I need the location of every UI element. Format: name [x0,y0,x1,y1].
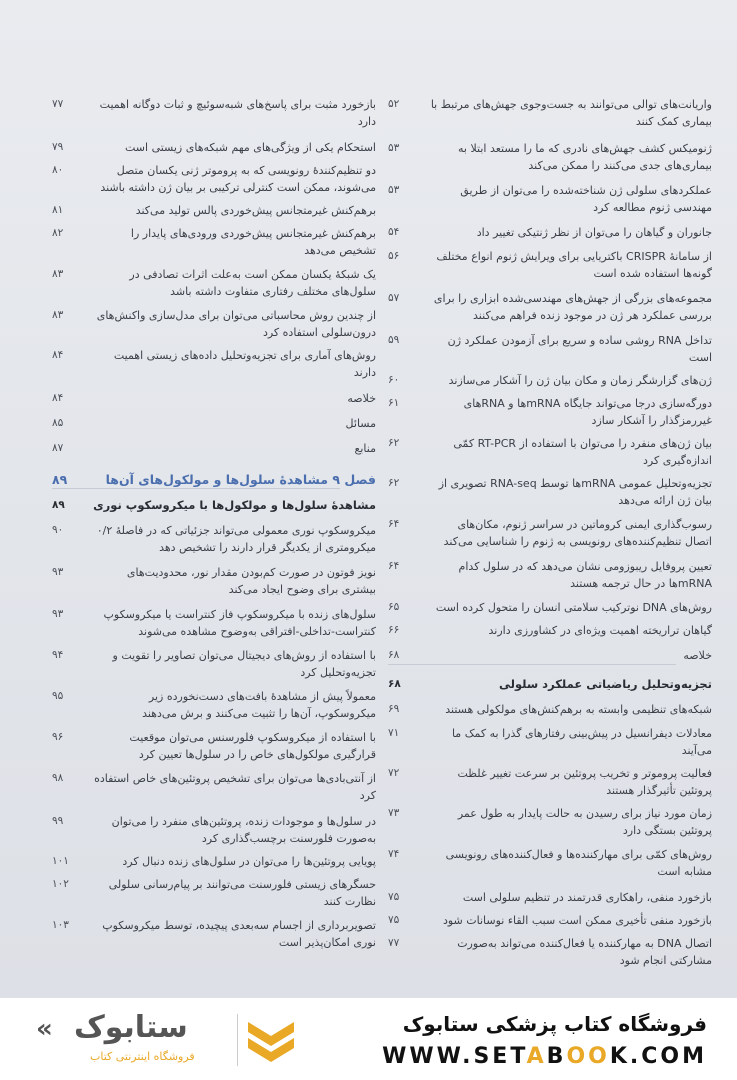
toc-page-number: ۱۰۱ [52,855,69,867]
toc-entry-title: یک شبکهٔ یکسان ممکن است به‌علت اثرات تصادفی در سلول‌های مختلف رفتاری متفاوت داشته باشد [129,268,376,298]
toc-entry-title: خلاصه [347,392,376,405]
toc-entry-title: استحکام یکی از ویژگی‌های مهم شبکه‌های زیستی است [125,141,376,154]
toc-page-number: ۷۳ [388,807,400,819]
logo-subtitle: فروشگاه اینترنتی کتاب [90,1050,195,1063]
toc-page-number: ۵۶ [388,250,400,262]
toc-entry [388,182,716,216]
toc-entry [52,307,380,341]
toc-entry-title: با استفاده از میکروسکوپ فلورسنس می‌توان موقعیت قرارگیری مولکول‌های خاص را در سلول‌ها تعیین کرد [129,731,376,761]
toc-entry-title: تعیین پروفایل ریبوزومی نشان می‌دهد که در سلول کدام mRNAها در حال ترجمه هستند [458,560,712,590]
toc-page-number: ۶۸ [388,649,400,661]
toc-page-number: ۸۹ [52,499,65,511]
toc-entry [388,765,716,799]
toc-page-number: ۸۳ [52,268,64,280]
toc-entry-title: واریانت‌های توالی می‌توانند به جست‌وجوی جهش‌های مرتبط با بیماری کمک کنند [430,98,712,128]
toc-entry [52,853,380,870]
toc-entry-title: بازخورد منفی، راهکاری قدرتمند در تنظیم سلولی است [462,891,712,904]
toc-entry-title: روش‌های آماری برای تجزیه‌وتحلیل داده‌های زیستی اهمیت دارند [113,349,376,379]
toc-page-number: ۶۲ [388,437,400,449]
toc-entry [52,202,380,219]
toc-page-number: ۹۵ [52,690,64,702]
toc-entry [388,332,716,366]
toc-entry [388,475,716,509]
toc-entry-title: از سامانهٔ CRISPR باکتریایی برای ویرایش ژنوم انواع مختلف گونه‌ها استفاده شده است [436,250,712,280]
toc-entry-title: زمان مورد نیاز برای رسیدن به حالت پایدار به طول عمر پروتئین بستگی دارد [457,807,712,837]
toc-entry [52,813,380,847]
toc-entry [52,606,380,640]
toc-entry-title: شبکه‌های تنظیمی وابسته به برهم‌کنش‌های مولکولی هستند [445,703,712,716]
toc-entry-title: حسگرهای زیستی فلورسنت می‌توانند بر پیام‌رسانی سلولی نظارت کنند [108,878,376,908]
toc-page-number: ۸۴ [52,392,64,404]
toc-entry [52,522,380,556]
toc-entry-title: مسائل [345,417,376,430]
toc-page-number: ۸۴ [52,349,64,361]
toc-entry [388,701,716,718]
toc-page-number: ۷۷ [388,937,400,949]
toc-page-number: ۵۷ [388,292,400,304]
toc-page-number: ۹۴ [52,649,64,661]
toc-page-number: ۶۴ [388,560,400,572]
toc-entry [388,395,716,429]
toc-entry-title: سلول‌های زنده با میکروسکوپ فاز کنتراست یا میکروسکوپ کنتراست-تداخلی-افتراقی به‌وضوح مشاهده می‌شوند [103,608,376,638]
toc-entry [388,622,716,639]
toc-section-entry [52,497,380,514]
toc-entry-title: نویز فوتون در صورت کم‌بودن مقدار نور، محدودیت‌های بیشتری برای وضوح ایجاد می‌کند [126,566,376,596]
toc-page-number: ۵۴ [388,226,400,238]
toc-entry [52,440,380,457]
toc-entry [52,647,380,681]
toc-page-number: ۵۳ [388,142,400,154]
toc-entry [52,729,380,763]
toc-page-number: ۸۷ [52,442,64,454]
toc-entry-title: برهم‌کنش غیرمتجانس پیش‌خوردی ورودی‌های پایدار را تشخیص می‌دهد [130,227,376,257]
toc-entry-title: رسوب‌گذاری ایمنی کروماتین در سراسر ژنوم، مکان‌های اتصال تنظیم‌کننده‌های رونویسی به ژنوم را شناسایی می‌کند [443,518,712,548]
shop-url[interactable]: WWW.SETABOOK.COM [382,1044,707,1069]
toc-entry-title: تجزیه‌وتحلیل ریاضیاتی عملکرد سلولی [499,677,712,691]
toc-entry-title: تداخل RNA روشی ساده و سریع برای آزمودن عملکرد ژن است [447,334,712,364]
toc-section-entry [388,676,716,693]
toc-page-number: ۸۲ [52,227,64,239]
toc-entry [388,558,716,592]
toc-entry [388,725,716,759]
toc-entry [388,846,716,880]
toc-entry-title: اتصال DNA به مهارکننده یا فعال‌کننده می‌تواند به‌صورت مشارکتی انجام شود [457,937,712,967]
toc-entry [52,415,380,432]
toc-page-number: ۶۸ [388,678,401,690]
toc-page-number: ۶۵ [388,601,400,613]
watermark-footer [0,998,737,1080]
toc-entry-title: از آنتی‌بادی‌ها می‌توان برای تشخیص پروتئین‌های خاص استفاده کرد [94,772,376,802]
toc-page-number: ۷۱ [388,727,400,739]
toc-page-number: ۹۶ [52,731,64,743]
toc-entry-title: معادلات دیفرانسیل در پیش‌بینی رفتارهای گذرا به کمک ما می‌آیند [451,727,712,757]
toc-page-number: ۷۵ [388,914,400,926]
toc-entry-title: برهم‌کنش غیرمتجانس پیش‌خوردی پالس تولید می‌کند [135,204,376,217]
toc-entry-title: روش‌های DNA نوترکیب سلامتی انسان را متحول کرده است [435,601,712,614]
toc-entry [52,770,380,804]
toc-entry [52,564,380,598]
toc-page-number: ۹۰ [52,524,64,536]
toc-entry-title: میکروسکوپ نوری معمولی می‌تواند جزئیاتی که در فاصلهٔ ۰/۲ میکرومتری از یکدیگر قرار دارند را تشخیص دهد [96,524,376,554]
toc-entry [388,912,716,929]
toc-entry-title: مشاهدهٔ سلول‌ها و مولکول‌ها با میکروسکوپ نوری [93,498,376,512]
toc-page-number: ۶۰ [388,374,400,386]
toc-entry-title: در سلول‌ها و موجودات زنده، پروتئین‌های منفرد را می‌توان به‌صورت فلورسنت برچسب‌گذاری کرد [111,815,376,845]
shop-name: فروشگاه کتاب پزشکی ستابوک [402,1012,707,1036]
toc-entry [52,390,380,407]
toc-page-number: ۷۹ [52,141,64,153]
toc-page-number: ۸۰ [52,164,64,176]
toc-page-number: ۸۱ [52,204,64,216]
toc-entry [388,935,716,969]
toc-page-number: ۵۲ [388,98,400,110]
toc-page-number: ۶۴ [388,518,400,530]
toc-left-column [52,96,380,951]
toc-entry-title: ژنومیکس کشف جهش‌های نادری که ما را مستعد ابتلا به بیماری‌های جدی می‌کنند را ممکن می‌کند [458,142,712,172]
toc-entry-title: مجموعه‌های بزرگی از جهش‌های مهندسی‌شده ابزاری را برای بررسی عملکرد هر ژن در موجود زنده فراهم می‌کنند [433,292,712,322]
toc-entry-title: ژن‌های گزارشگر زمان و مکان بیان ژن را آشکار می‌سازند [448,374,712,387]
toc-page-number: ۸۵ [52,417,64,429]
toc-entry-title: فعالیت پروموتر و تخریب پروتئین بر سرعت تغییر غلظت پروتئین تأثیرگذار هستند [457,767,712,797]
toc-entry [388,647,716,664]
toc-page-number: ۵۳ [388,184,400,196]
toc-chapter-entry [52,471,380,488]
toc-page-number: ۸۳ [52,309,64,321]
toc-page-number: ۹۹ [52,815,64,827]
logo-text: ستابوک [74,1010,188,1045]
toc-entry-title: خلاصه [683,649,712,662]
toc-page-number: ۶۹ [388,703,400,715]
toc-page-number: ۵۹ [388,334,400,346]
toc-entry [388,516,716,550]
toc-right-column [388,96,716,969]
toc-entry-title: بیان ژن‌های منفرد را می‌توان با استفاده از RT-PCR کمّی اندازه‌گیری کرد [453,437,712,467]
toc-entry [388,435,716,469]
toc-entry [388,224,716,241]
logo-chevron-icon [248,1016,294,1064]
toc-page-number: ۷۴ [388,848,400,860]
toc-page-number: ۷۵ [388,891,400,903]
toc-entry-title: بازخورد منفی تأخیری ممکن است سبب القاء نوسانات شود [442,914,712,927]
toc-entry [52,876,380,910]
toc-entry-title: عملکردهای سلولی ژن شناخته‌شده را می‌توان از طریق مهندسی ژنوم مطالعه کرد [460,184,712,214]
toc-page-number: ۹۸ [52,772,64,784]
toc-entry [52,688,380,722]
toc-entry-title: جانوران و گیاهان را می‌توان از نظر ژنتیکی تغییر داد [476,226,712,239]
section-divider [388,664,676,665]
toc-page-number: ۶۶ [388,624,400,636]
toc-entry [52,139,380,156]
toc-entry-title: فصل ۹ مشاهدهٔ سلول‌ها و مولکول‌های آن‌ها [105,472,376,487]
toc-entry-title: بازخورد مثبت برای پاسخ‌های شبه‌سوئیچ و ثبات دوگانه اهمیت دارد [99,98,376,128]
toc-entry [388,96,716,130]
toc-entry-title: معمولاً پیش از مشاهدهٔ بافت‌های دست‌نخورده زیر میکروسکوپ، آن‌ها را تثبیت می‌کنند و برش می‌دهند [142,690,376,720]
toc-entry-title: روش‌های کمّی برای مهارکننده‌ها و فعال‌کننده‌های رونویسی مشابه است [445,848,712,878]
toc-entry [388,248,716,282]
toc-entry-title: تجزیه‌وتحلیل عمومی mRNAها توسط RNA-seq تصویری از بیان ژن ارائه می‌دهد [438,477,712,507]
toc-page-number: ۸۹ [52,472,68,487]
toc-entry [388,140,716,174]
toc-entry [388,805,716,839]
toc-entry [52,266,380,300]
logo-divider [237,1014,238,1066]
toc-page-number: ۱۰۳ [52,919,69,931]
toc-entry [52,96,380,130]
toc-entry-title: دورگه‌سازی درجا می‌تواند جایگاه mRNAها و RNAهای غیررمزگذار را آشکار سازد [463,397,712,427]
toc-entry [52,162,380,196]
section-divider [52,488,340,489]
toc-page-number: ۶۲ [388,477,400,489]
toc-entry [388,599,716,616]
toc-entry [52,347,380,381]
toc-entry-title: منابع [354,442,376,455]
toc-page-number: ۷۷ [52,98,64,110]
toc-entry-title: پویایی پروتئین‌ها را می‌توان در سلول‌های زنده دنبال کرد [122,855,376,868]
toc-entry-title: گیاهان تراریخته اهمیت ویژه‌ای در کشاورزی دارند [488,624,712,637]
toc-page-number: ۷۲ [388,767,400,779]
toc-entry [388,290,716,324]
setabook-logo [32,1010,302,1070]
logo-arrows-icon: « [36,1014,53,1044]
toc-entry [388,889,716,906]
toc-entry-title: با استفاده از روش‌های دیجیتال می‌توان تصاویر را تقویت و تجزیه‌وتحلیل کرد [112,649,376,679]
toc-page-number: ۱۰۲ [52,878,69,890]
toc-entry [388,372,716,389]
toc-page-number: ۹۳ [52,608,64,620]
toc-page-number: ۹۳ [52,566,64,578]
toc-entry-title: از چندین روش محاسباتی می‌توان برای مدل‌سازی واکنش‌های درون‌سلولی استفاده کرد [96,309,376,339]
toc-entry [52,917,380,951]
toc-entry [52,225,380,259]
toc-page-number: ۶۱ [388,397,400,409]
toc-entry-title: دو تنظیم‌کنندهٔ رونویسی که به پروموتر ژنی یکسان متصل می‌شوند، ممکن است کنترلی ترکیبی بر بیان ژن داشته باشند [100,164,376,194]
toc-entry-title: تصویربرداری از اجسام سه‌بعدی پیچیده، توسط میکروسکوپ نوری امکان‌پذیر است [102,919,376,949]
